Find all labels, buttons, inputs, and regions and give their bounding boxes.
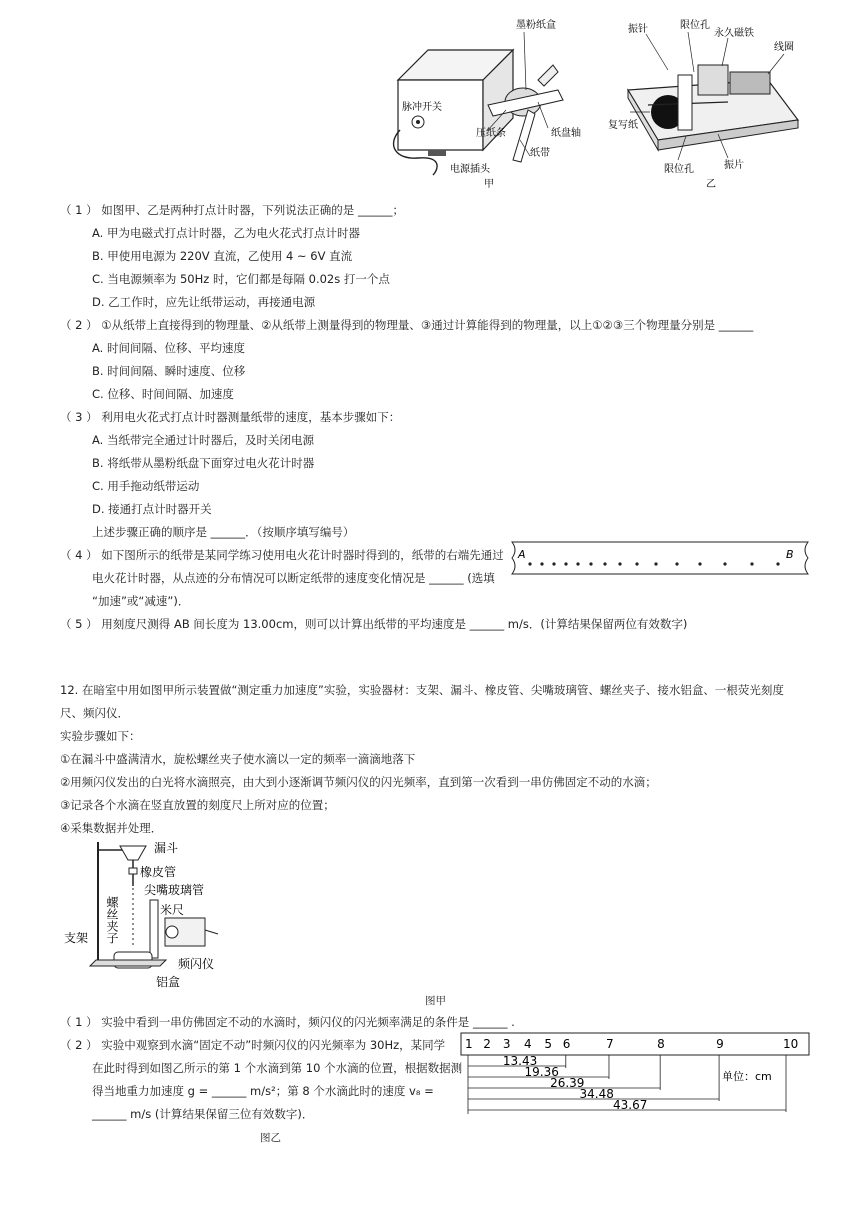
tape-dot [723,562,726,565]
q11-p2-stem: ①从纸带上直接得到的物理量、②从纸带上测量得到的物理量、③通过计算能得到的物理量，以上①②③三个物理量分别是 ______ [101,318,754,332]
q12-step-3: ③记录各个水滴在竖直放置的刻度尺上所对应的位置； [60,798,335,812]
q11-p3 [60,410,400,424]
label-screw-clip: 螺丝夹子 [105,896,119,944]
tape-dot [654,562,657,565]
q11-p1-option-b: B. 甲使用电源为 220V 直流，乙使用 4 ~ 6V 直流 [92,249,353,263]
q11-p3-stem: 利用电火花式打点计时器测量纸带的速度，基本步骤如下： [101,410,401,424]
figure-drip-apparatus [60,838,240,990]
q12-p2 [60,1038,445,1052]
tape-dot [540,562,543,565]
measure-label: 19.36 [524,1065,559,1079]
q12-steps-title: 实验步骤如下： [60,729,141,743]
q11-p2-option-c: C. 位移、时间间隔、加速度 [92,387,234,401]
q12-p2-line2: 在此时得到如图乙所示的第 1 个水滴到第 10 个水滴的位置，根据数据测 [92,1061,463,1075]
measure-label: 43.67 [613,1098,648,1112]
q11-p4-line2: 电火花计时器，从点迹的分布情况可以断定纸带的速度变化情况是 ______ (选填 [92,571,495,585]
tape-dot [589,562,592,565]
label-limit-hole-top: 限位孔 [680,20,710,31]
label-funnel: 漏斗 [154,841,179,855]
figure-caption-yi-q12: 图乙 [260,1132,281,1144]
tape-dot [528,562,531,565]
measure-label: 13.43 [502,1054,538,1068]
paper-tape-figure [506,540,810,576]
q11-p2-num: （ 2 ） [60,318,98,332]
figure-caption-jia-q12: 图甲 [425,995,446,1007]
label-ink-box: 墨粉纸盒 [516,20,556,31]
q11-p4-line3: “加速”或“减速”)． [92,594,190,608]
q12-p1-stem: 实验中看到一串仿佛固定不动的水滴时，频闪仪的闪光频率满足的条件是 ______ . [101,1015,515,1029]
q11-p1 [60,203,404,217]
q12-intro-line2: 尺、频闪仪． [60,706,129,720]
tape-dot [564,562,567,565]
q11-p1-option-c: C. 当电源频率为 50Hz 时，它们都是每隔 0.02s 打一个点 [92,272,390,286]
tape-label-b: B [786,548,794,561]
q11-p1-option-a: A. 甲为电磁式打点计时器，乙为电火花式打点计时器 [92,226,360,240]
q11-p1-num: （ 1 ） [60,203,98,217]
scale-unit: 单位：cm [722,1070,772,1083]
scale-tick-label: 7 [605,1037,614,1051]
label-plug: 电源插头 [450,164,490,175]
q11-p4 [60,548,504,562]
scale-tick-label: 9 [716,1037,724,1051]
figure-drop-scale [460,1032,812,1122]
q11-p2-option-a: A. 时间间隔、位移、平均速度 [92,341,245,355]
q11-p3-option-a: A. 当纸带完全通过计时器后，及时关闭电源 [92,433,314,447]
q11-p4-line1: 如下图所示的纸带是某同学练习使用电火花计时器时得到的，纸带的右端先通过 [101,548,504,562]
scale-tick-label: 3 [502,1037,511,1051]
figure-jia [388,10,608,190]
q11-p3-tail: 上述步骤正确的顺序是 ______．（按顺序填写编号） [92,525,355,539]
q11-p5-num: （ 5 ） [60,617,98,631]
q11-p5 [60,617,687,631]
label-glass-tube: 尖嘴玻璃管 [144,883,205,897]
q11-p3-option-b: B. 将纸带从墨粉纸盘下面穿过电火花计时器 [92,456,315,470]
tape-dot [635,562,638,565]
q11-p2 [60,318,753,332]
tape-dot [552,562,555,565]
label-tape: 纸带 [530,148,550,159]
label-reel-axis: 纸盘轴 [551,128,581,139]
q12-step-1: ①在漏斗中盛满清水，旋松螺丝夹子使水滴以一定的频率一滴滴地落下 [60,752,416,766]
figure-caption-jia: 甲 [484,179,494,190]
scale-tick-label: 8 [657,1037,665,1051]
q11-p2-option-b: B. 时间间隔、瞬时速度、位移 [92,364,246,378]
label-stand: 支架 [64,931,89,945]
scale-tick-label: 6 [562,1037,571,1051]
q11-p1-stem: 如图甲、乙是两种打点计时器，下列说法正确的是 ______； [101,203,404,217]
q11-p3-option-c: C. 用手拖动纸带运动 [92,479,200,493]
scale-tick-label: 2 [483,1037,491,1051]
label-ruler: 米尺 [160,903,185,917]
label-vibrating-needle: 振针 [628,24,648,35]
tape-dot [618,562,621,565]
label-pulse-switch: 脉冲开关 [402,102,442,113]
label-rubber-tube: 橡皮管 [140,865,177,879]
label-strobe: 频闪仪 [178,957,215,971]
label-aluminum-box: 铝盒 [156,975,181,989]
scale-tick-label: 5 [544,1037,553,1051]
label-carbon-paper: 复写纸 [608,120,638,131]
q11-p1-option-d: D. 乙工作时，应先让纸带运动，再接通电源 [92,295,316,309]
label-magnet: 永久磁铁 [714,28,754,39]
tape-dot [698,562,701,565]
label-vibrating-plate: 振片 [724,160,744,171]
tape-dot [776,562,779,565]
q12-p2-line1: 实验中观察到水滴“固定不动”时频闪仪的闪光频率为 30Hz，某同学 [101,1038,446,1052]
measure-label: 26.39 [550,1076,585,1090]
q12-step-2: ②用频闪仪发出的白光将水滴照亮，由大到小逐渐调节频闪仪的闪光频率，直到第一次看到一串仿佛固定不动的水滴； [60,775,657,789]
q11-p3-option-d: D. 接通打点计时器开关 [92,502,212,516]
q12-intro-line1: 12. 在暗室中用如图甲所示装置做“测定重力加速度”实验，实验器材：支架、漏斗、橡皮管、尖嘴玻璃管、螺丝夹子、接水铝盒、一根荧光刻度 [60,683,784,697]
q12-p2-line3: 得当地重力加速度 g = ______ m/s²；第 8 个水滴此时的速度 v₈ = [92,1084,434,1098]
q12-p1 [60,1015,515,1029]
label-coil: 线圈 [774,42,794,53]
tape-dot [675,562,678,565]
q11-p4-num: （ 4 ） [60,548,98,562]
scale-tick-label: 1 [465,1037,473,1051]
tape-dot [603,562,606,565]
tape-label-a: A [518,548,526,561]
scale-tick-label: 4 [523,1037,532,1051]
scale-measures [468,1054,786,1114]
tape-dot [576,562,579,565]
label-limit-hole-bottom: 限位孔 [664,164,694,175]
q12-p2-line4: ______ m/s (计算结果保留三位有效数字)． [92,1107,314,1121]
measure-label: 34.48 [579,1087,614,1101]
figure-caption-yi: 乙 [706,179,716,190]
figure-yi [608,10,808,190]
label-press-strip: 压纸条 [476,128,506,139]
q12-step-4: ④采集数据并处理． [60,821,163,835]
q12-p2-num: （ 2 ） [60,1038,98,1052]
q11-p5-stem: 用刻度尺测得 AB 间长度为 13.00cm，则可以计算出纸带的平均速度是 ______ m/s．(计算结果保留两位有效数字) [101,617,688,631]
scale-tick-label: 10 [783,1037,799,1051]
tape-dot [750,562,753,565]
q11-p3-num: （ 3 ） [60,410,98,424]
q12-p1-num: （ 1 ） [60,1015,98,1029]
